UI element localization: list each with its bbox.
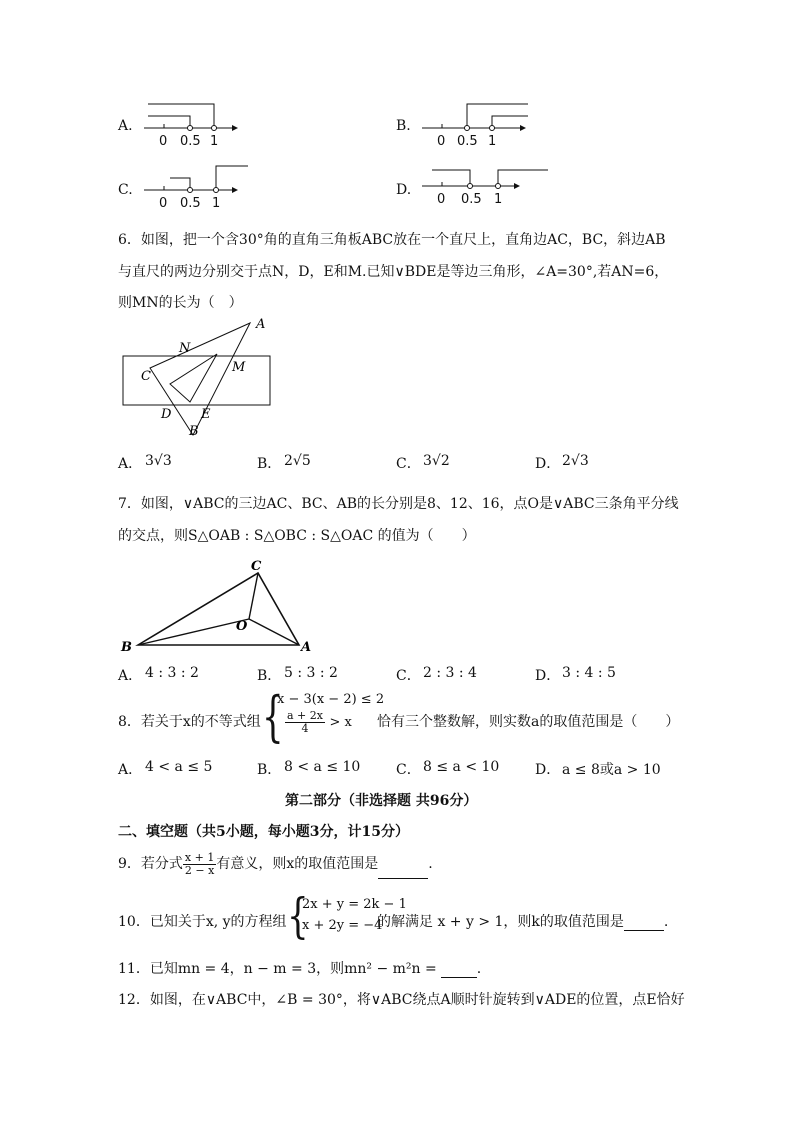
q7-label-b: B: [121, 640, 132, 655]
q6-label-m: M: [232, 360, 246, 375]
q9-suffix: 有意义，则x的取值范围是: [216, 856, 379, 872]
q7-label-a: A: [301, 640, 312, 655]
q5-c-tick-05: 0.5: [180, 196, 201, 211]
q9-end: .: [428, 856, 433, 872]
q8-option-c-text: 8 ≤ a < 10: [423, 759, 500, 775]
q12-line-1: 12．如图，在∨ABC中，∠B = 30°，将∨ABC绕点A顺时针旋转到∨ADE的位置，点E恰好: [118, 992, 685, 1008]
q10-end: .: [663, 914, 669, 930]
q5-option-a-letter: A.: [118, 118, 133, 134]
q7-option-a-letter: A．: [118, 668, 143, 684]
q8-system-line-2: [285, 710, 352, 735]
q5-c-tick-0: 0: [159, 196, 168, 211]
q5-a-tick-0: 0: [159, 134, 168, 149]
q5-option-c-letter: C.: [118, 182, 133, 198]
q8-option-a-letter: A．: [118, 762, 143, 778]
q6-label-a: A: [256, 317, 266, 332]
q6-figure-ruler-triangle: [118, 314, 278, 440]
q9-prefix: 9．若分式: [118, 856, 183, 872]
q10-mid-text: 的解满足 x + y > 1，则k的取值范围是: [377, 914, 624, 930]
q8-brace: {: [262, 685, 284, 750]
q7-option-a-text: 4 : 3 : 2: [145, 665, 199, 681]
q7-line-1: 7．如图，∨ABC的三边AC、BC、AB的长分别是8、12、16，点O是∨ABC三条角平分线: [118, 496, 679, 512]
q5-d-tick-0: 0: [437, 192, 446, 207]
q7-label-c: C: [251, 559, 262, 574]
q5-b-tick-1: 1: [488, 134, 497, 149]
q8-option-d-letter: D．: [535, 762, 561, 778]
q5-d-tick-05: 0.5: [461, 192, 482, 207]
q7-line-2: 的交点，则S△OAB : S△OBC : S△OAC 的值为（ ）: [118, 528, 476, 544]
q5-c-tick-1: 1: [212, 196, 221, 211]
q8-system-line-1: x − 3(x − 2) ≤ 2: [277, 692, 385, 707]
q8-frac-num: a + 2x: [287, 709, 323, 722]
q5-d-tick-1: 1: [494, 192, 503, 207]
q6-label-b: B: [189, 424, 199, 439]
q8-option-a-text: 4 < a ≤ 5: [145, 759, 213, 775]
q6-option-c-text: 3√2: [423, 453, 450, 469]
q7-option-b-letter: B．: [257, 668, 282, 684]
q8-prefix: 8．若关于x的不等式组: [118, 714, 261, 730]
q5-a-tick-05: 0.5: [180, 134, 201, 149]
q5-b-tick-0: 0: [437, 134, 446, 149]
q6-label-d: D: [161, 407, 172, 422]
section-2-title: 二、填空题（共5小题，每小题3分，计15分）: [118, 824, 409, 840]
q6-option-c-letter: C．: [396, 456, 421, 472]
q10-prefix: 10．已知关于x, y的方程组: [118, 914, 287, 930]
q5-b-tick-05: 0.5: [457, 134, 478, 149]
q11-answer-blank[interactable]: [441, 961, 477, 978]
q11-text: 11．已知mn = 4，n − m = 3，则mn² − m²n =: [118, 961, 437, 977]
q10-answer-blank[interactable]: [624, 914, 664, 931]
q11: [118, 958, 481, 978]
q8-option-b-text: 8 < a ≤ 10: [284, 759, 361, 775]
q10-eq-2: x + 2y = −4: [302, 918, 383, 933]
q6-option-b-letter: B．: [257, 456, 282, 472]
q6-option-d-letter: D．: [535, 456, 561, 472]
q6-label-e: E: [201, 407, 211, 422]
q6-option-d-text: 2√3: [562, 453, 589, 469]
q6-option-b-text: 2√5: [284, 453, 311, 469]
q9-frac-num: x + 1: [184, 850, 215, 864]
q8-suffix: 恰有三个整数解，则实数a的取值范围是（ ）: [377, 714, 680, 730]
q8-frac-den: 4: [301, 722, 309, 735]
q7-option-c-text: 2 : 3 : 4: [423, 665, 477, 681]
q9-frac-den: 2 − x: [184, 863, 215, 877]
q10-mid: [377, 911, 668, 931]
q5-a-tick-1: 1: [210, 134, 219, 149]
q8-frac-rest: > x: [329, 715, 352, 730]
q8-option-c-letter: C．: [396, 762, 421, 778]
q6-line-3: 则MN的长为（ ）: [118, 295, 243, 311]
q6-label-c: C: [141, 369, 151, 384]
q11-end: .: [476, 961, 482, 977]
q7-option-b-text: 5 : 3 : 2: [284, 665, 338, 681]
q9: [118, 850, 433, 879]
q7-option-c-letter: C．: [396, 668, 421, 684]
q6-option-a-letter: A．: [118, 456, 143, 472]
q5-option-d-letter: D.: [396, 182, 412, 198]
q6-label-n: N: [179, 341, 191, 356]
q7-figure-triangle: [118, 552, 328, 656]
q8-option-d-text: a ≤ 8或a > 10: [562, 762, 661, 778]
q7-option-d-letter: D．: [535, 668, 561, 684]
q5-option-b-number-line: [418, 98, 538, 152]
q8-option-b-letter: B．: [257, 762, 282, 778]
q7-option-d-text: 3 : 4 : 5: [562, 665, 616, 681]
q6-line-1: 6．如图，把一个含30°角的直角三角板ABC放在一个直尺上，直角边AC，BC，斜边AB: [118, 232, 666, 248]
q10-eq-1: 2x + y = 2k − 1: [302, 897, 407, 912]
q9-answer-blank[interactable]: [378, 850, 428, 879]
q10-brace: {: [287, 888, 309, 945]
part-2-title: 第二部分（非选择题 共96分）: [285, 793, 478, 809]
q6-line-2: 与直尺的两边分别交于点N，D，E和M.已知∨BDE是等边三角形，∠A=30°,若AN=6，: [118, 264, 669, 280]
q7-label-o: O: [236, 619, 248, 634]
q6-option-a-text: 3√3: [145, 453, 172, 469]
q5-option-b-letter: B.: [396, 118, 411, 134]
